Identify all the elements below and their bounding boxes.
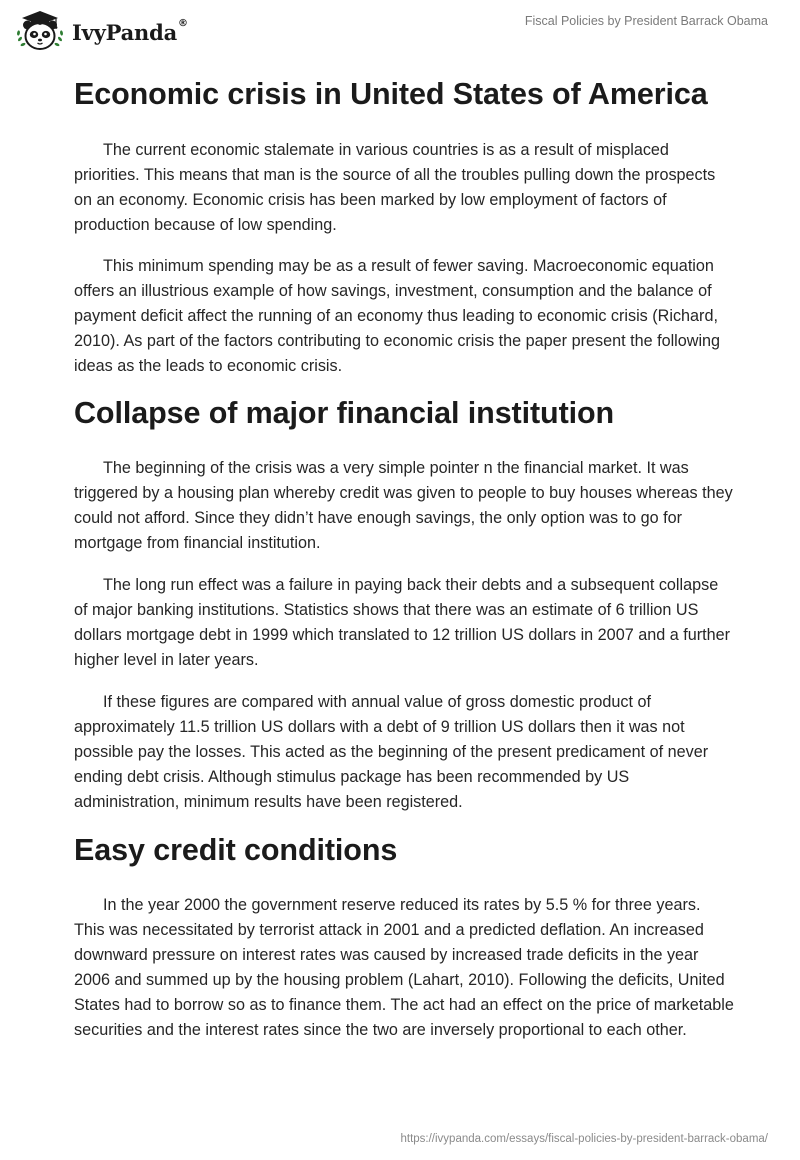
panda-graduate-icon xyxy=(14,9,66,53)
paragraph: The long run effect was a failure in paying back their debts and a subsequent collapse of major banking institutions. Statistics shows that there was an estimate of 6 trillion US dollars mortgage debt in 1999 which translated to 12 trillion US dollars in 2007 and a further higher level in later years. xyxy=(74,576,730,669)
ivypanda-logo[interactable] xyxy=(14,9,188,53)
paragraph: In the year 2000 the government reserve reduced its rates by 5.5 % for three years. This was necessitated by terrorist attack in 2001 and a predicted deflation. An increased downward pressure on interest rates was caused by increased trade deficits in the year 2006 and summed up by the housing problem (Lahart, 2010). Following the deficits, United States had to borrow so as to finance them. The act had an effect on the price of marketable securities and the interest rates since the two are inversely proportional to each other. xyxy=(74,896,734,1039)
section-heading: Collapse of major financial institution xyxy=(74,396,615,430)
paragraph: The current economic stalemate in various countries is as a result of misplaced priorities. This means that man is the source of all the troubles pulling down the prospects on an economy. Economic crisis has been marked by low employment of factors of production because of low spending. xyxy=(74,141,716,234)
paragraph: The beginning of the crisis was a very simple pointer n the financial market. It was triggered by a housing plan whereby credit was given to people to buy houses whereas they could not afford. Since they didn’t have enough savings, the only option was to go for mortgage from financial institution. xyxy=(74,459,733,552)
section-heading: Easy credit conditions xyxy=(74,833,398,867)
registered-mark: ® xyxy=(178,17,188,29)
document-title: Fiscal Policies by President Barrack Obama xyxy=(524,14,768,28)
section-economic-crisis xyxy=(74,74,734,379)
source-url[interactable]: https://ivypanda.com/essays/fiscal-policies-by-president-barrack-obama/ xyxy=(400,1133,768,1145)
section-heading: Economic crisis in United States of America xyxy=(74,77,708,111)
section-easy-credit xyxy=(74,830,734,1043)
page-header xyxy=(0,0,800,64)
logo-wordmark: IvyPanda® xyxy=(72,17,188,45)
essay-content xyxy=(74,70,734,1043)
section-financial-collapse xyxy=(74,393,734,815)
paragraph: This minimum spending may be as a result of fewer saving. Macroeconomic equation offers an illustrious example of how savings, investment, consumption and the balance of payment deficit affect the running of an economy thus leading to economic crisis (Richard, 2010). As part of the factors contributing to economic crisis the paper present the following ideas as the leads to economic crisis. xyxy=(74,257,721,375)
paragraph: If these figures are compared with annual value of gross domestic product of approximately 11.5 trillion US dollars with a debt of 9 trillion US dollars then it was not possible pay the losses. This acted as the beginning of the present predicament of never ending debt crisis. Although stimulus package has been recommended by US administration, minimum results have been registered. xyxy=(74,693,709,811)
